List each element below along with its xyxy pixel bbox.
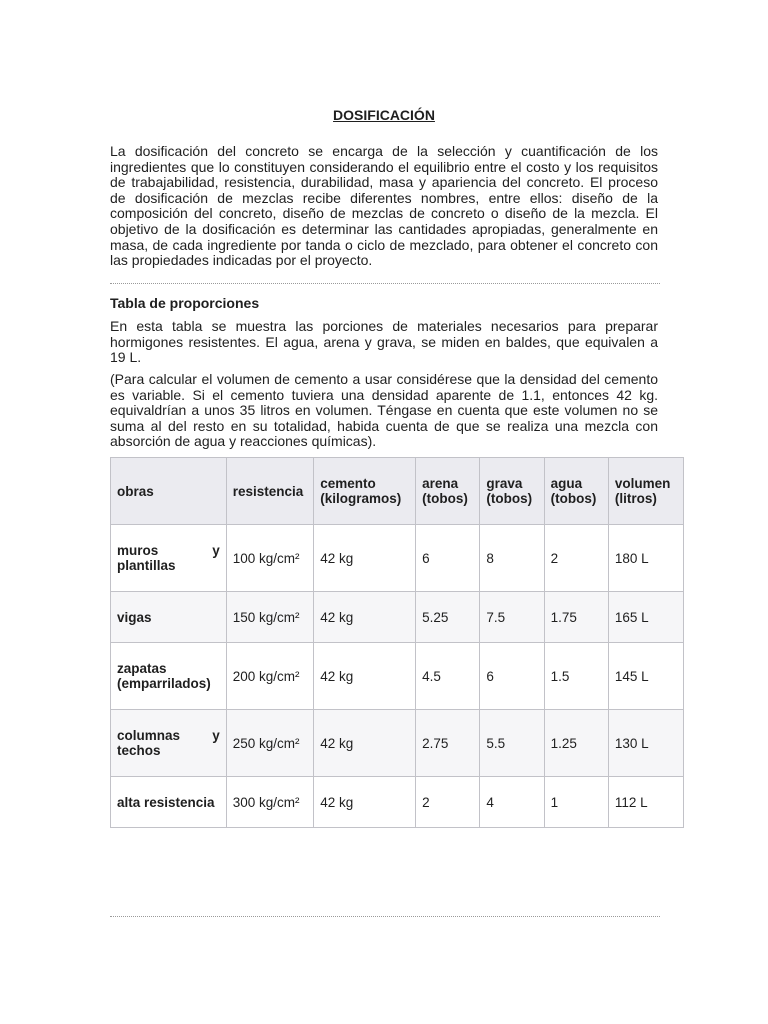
cell-grava: 6 (480, 643, 544, 710)
cell-resistencia: 300 kg/cm² (226, 777, 313, 828)
cell-grava: 5.5 (480, 710, 544, 777)
cell-arena: 4.5 (416, 643, 480, 710)
header-arena: arena (tobos) (416, 458, 480, 525)
cell-obra: muros y plantillas (111, 525, 227, 592)
cell-agua: 1.5 (544, 643, 608, 710)
cell-resistencia: 100 kg/cm² (226, 525, 313, 592)
table-header-row (111, 458, 684, 525)
header-resistencia: resistencia (226, 458, 313, 525)
cell-arena: 5.25 (416, 592, 480, 643)
cell-arena: 2.75 (416, 710, 480, 777)
cell-cemento: 42 kg (314, 525, 416, 592)
cell-cemento: 42 kg (314, 643, 416, 710)
cell-agua: 1 (544, 777, 608, 828)
cell-volumen: 165 L (608, 592, 683, 643)
section-paragraph: En esta tabla se muestra las porciones de materiales necesarios para preparar hormigones resistentes. El agua, arena y grava, se miden en baldes, que equivalen a 19 L. (110, 318, 658, 366)
section-title: Tabla de proporciones (110, 295, 260, 311)
cell-obra: alta resistencia (111, 777, 227, 828)
cell-cemento: 42 kg (314, 777, 416, 828)
cell-volumen: 145 L (608, 643, 683, 710)
cell-resistencia: 200 kg/cm² (226, 643, 313, 710)
cell-grava: 7.5 (480, 592, 544, 643)
table-row (111, 777, 684, 828)
cell-grava: 8 (480, 525, 544, 592)
table-row (111, 592, 684, 643)
header-grava: grava (tobos) (480, 458, 544, 525)
cell-volumen: 180 L (608, 525, 683, 592)
cell-grava: 4 (480, 777, 544, 828)
dotted-divider (110, 283, 660, 284)
intro-paragraph: La dosificación del concreto se encarga de la selección y cuantificación de los ingredientes que lo constituyen considerando el equilibrio entre el costo y los requisitos de trabajabilidad, resistencia, durabilidad, masa y apariencia del concreto. El proceso de dosificación de mezclas recibe diferentes nombres, entre ellos: diseño de la composición del concreto, diseño de mezclas de concreto o diseño de la mezcla. El objetivo de la dosificación es determinar las cantidades apropiadas, generalmente en masa, de cada ingrediente por tanda o ciclo de mezclado, para obtener el concreto con las propiedades indicadas por el proyecto. (110, 143, 658, 269)
cell-cemento: 42 kg (314, 710, 416, 777)
cell-resistencia: 250 kg/cm² (226, 710, 313, 777)
cell-agua: 2 (544, 525, 608, 592)
dotted-divider (110, 916, 660, 917)
cell-cemento: 42 kg (314, 592, 416, 643)
cell-agua: 1.75 (544, 592, 608, 643)
cell-arena: 2 (416, 777, 480, 828)
header-cemento: cemento (kilogramos) (314, 458, 416, 525)
page-title: DOSIFICACIÓN (333, 107, 435, 123)
table-row (111, 710, 684, 777)
table-row (111, 525, 684, 592)
cell-obra: zapatas (emparrilados) (111, 643, 227, 710)
proportions-table (110, 457, 684, 828)
cell-volumen: 130 L (608, 710, 683, 777)
cell-arena: 6 (416, 525, 480, 592)
table-row (111, 643, 684, 710)
cell-resistencia: 150 kg/cm² (226, 592, 313, 643)
cell-obra: columnas y techos (111, 710, 227, 777)
note-paragraph: (Para calcular el volumen de cemento a usar considérese que la densidad del cemento es variable. Si el cemento tuviera una densidad aparente de 1.1, entonces 42 kg. equivaldrían a unos 35 litros en volumen. Téngase en cuenta que este volumen no se suma al del resto en su totalidad, habida cuenta de que se realiza una mezcla con absorción de agua y reacciones químicas). (110, 371, 658, 450)
header-volumen: volumen (litros) (608, 458, 683, 525)
cell-volumen: 112 L (608, 777, 683, 828)
cell-agua: 1.25 (544, 710, 608, 777)
header-agua: agua (tobos) (544, 458, 608, 525)
header-obras: obras (111, 458, 227, 525)
cell-obra: vigas (111, 592, 227, 643)
